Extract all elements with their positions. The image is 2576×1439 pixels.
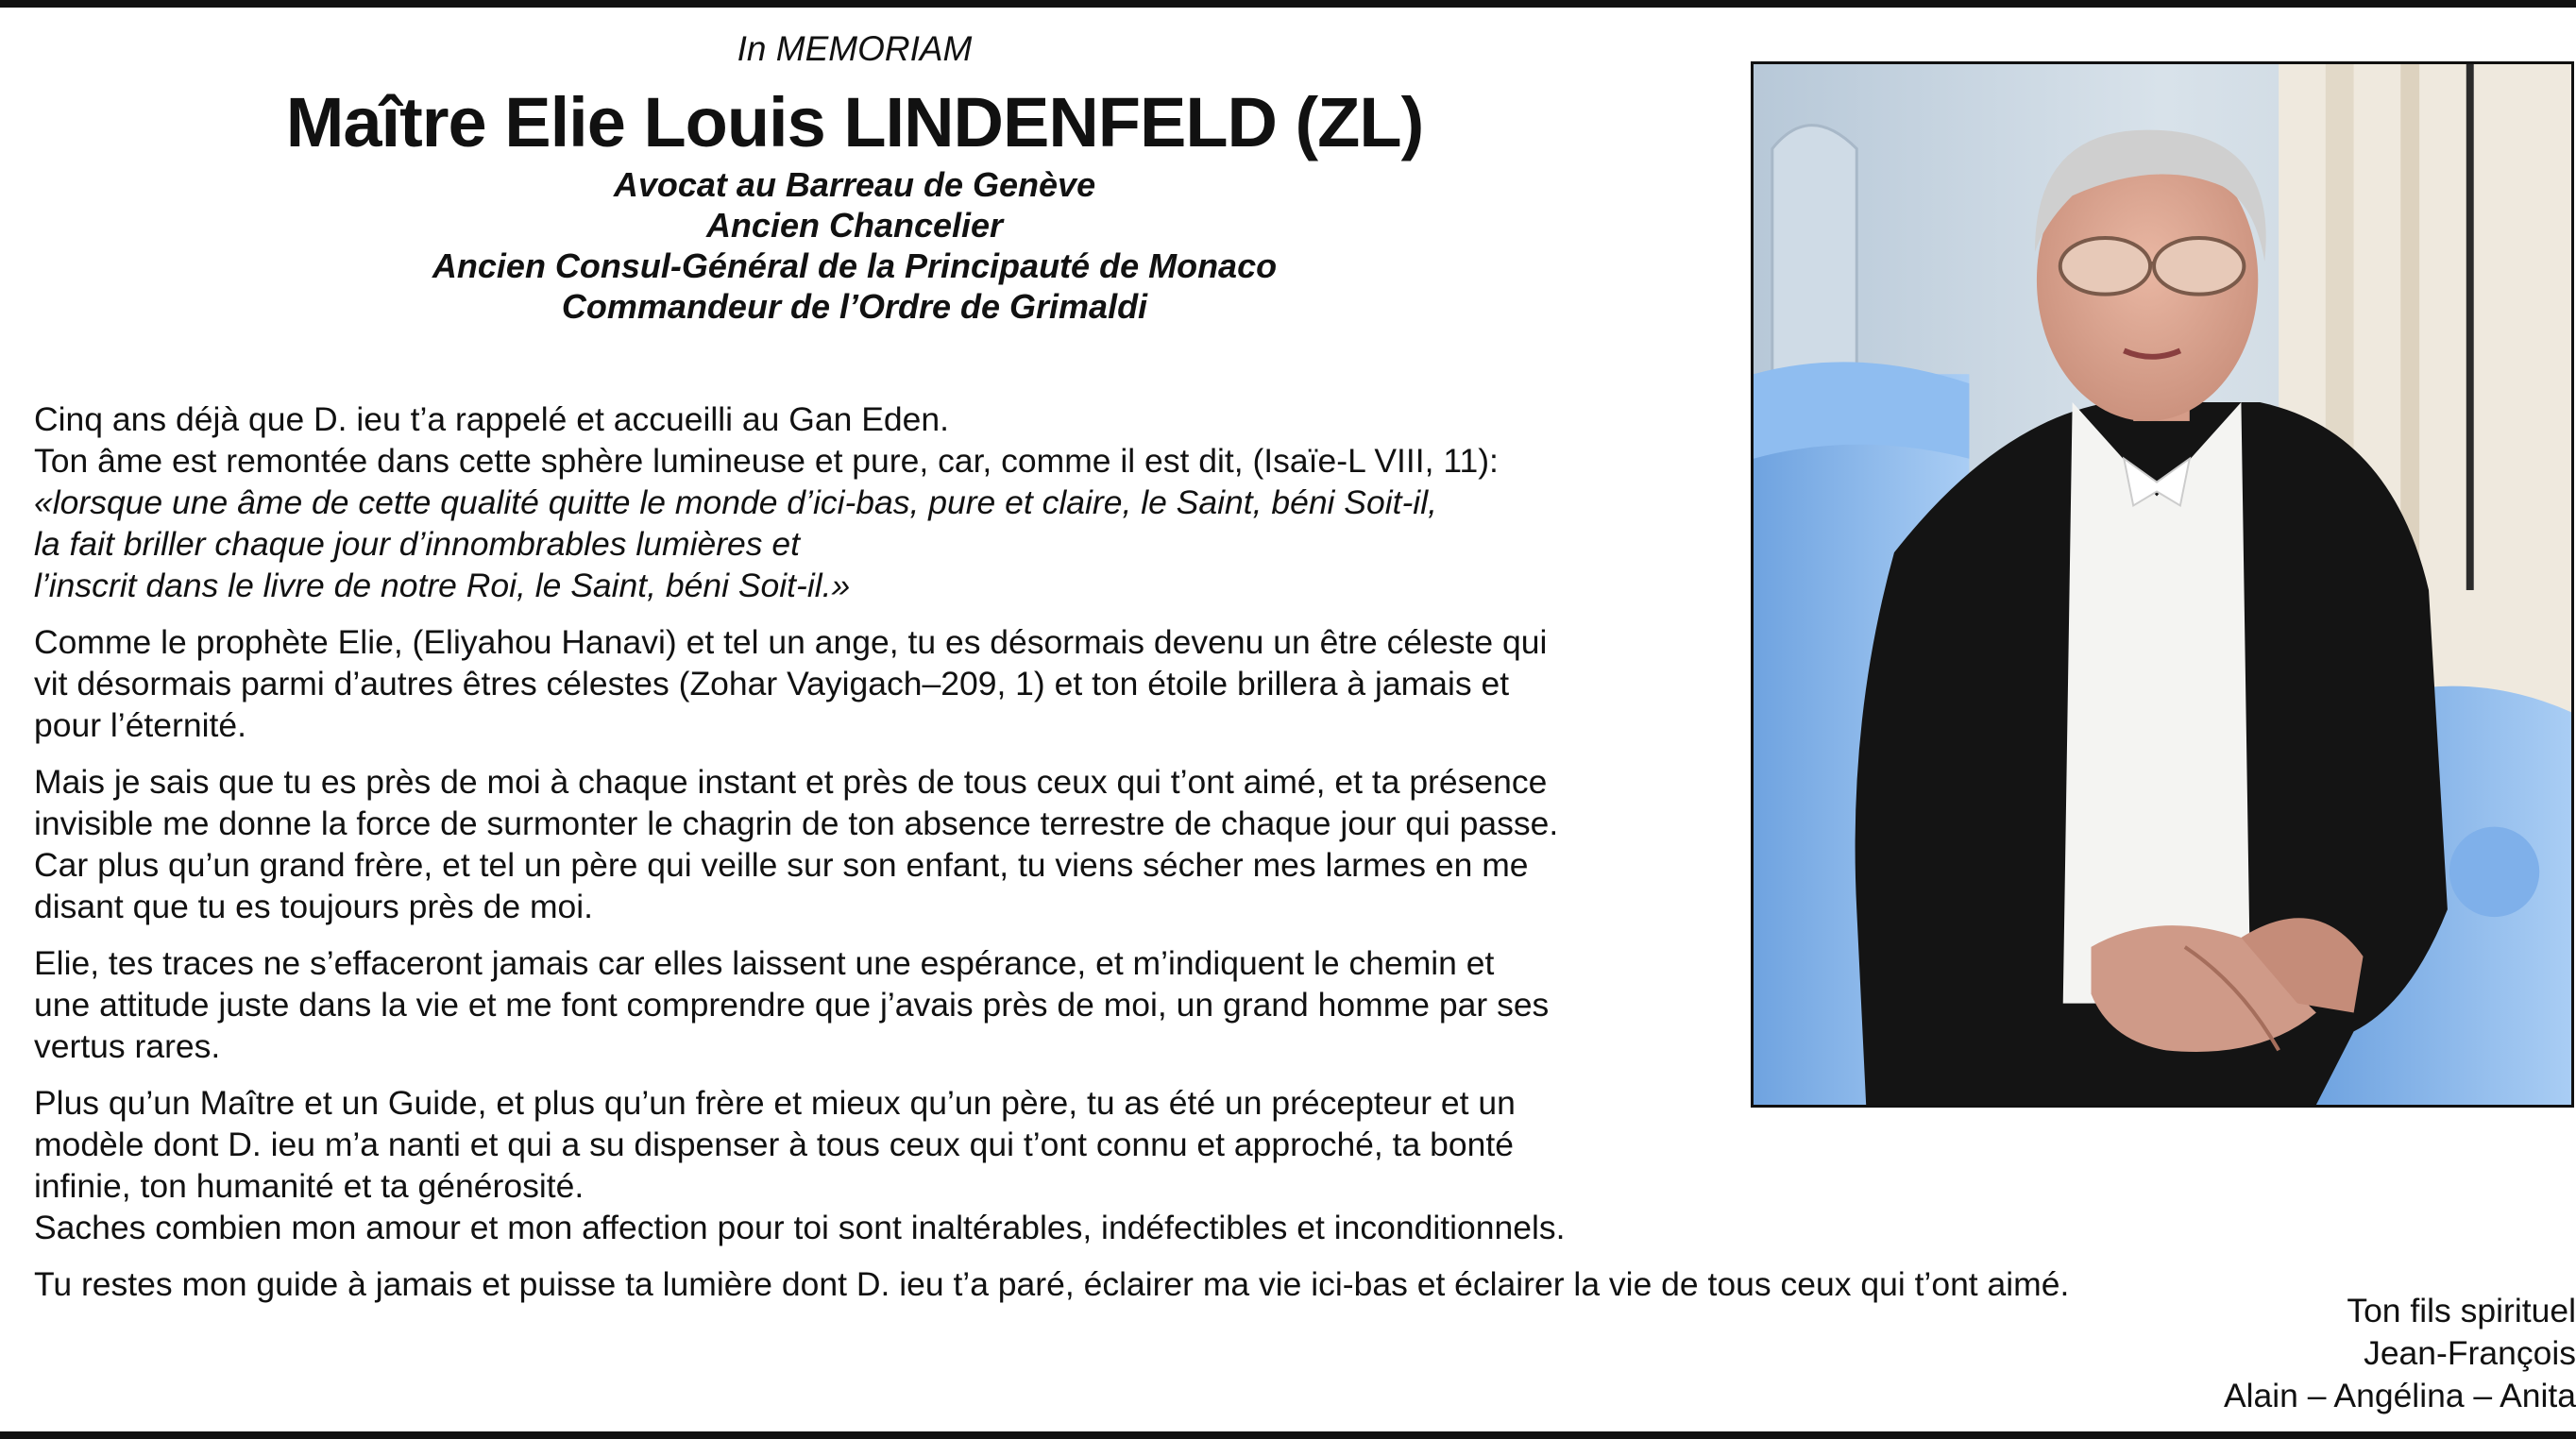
text-line: Saches combien mon amour et mon affection pour toi sont inaltérables, indéfectibles et inconditionnels. [34,1209,1566,1246]
text-line: Car plus qu’un grand frère, et tel un père qui veille sur son enfant, tu viens sécher mes larmes en me [34,846,1529,884]
title-line: Ancien Chancelier [705,206,1004,245]
top-rule [0,0,2576,8]
signature-block [2224,1290,2576,1417]
title-line: Ancien Consul-Général de la Principauté de Monaco [432,246,1278,285]
deceased-name: Maître Elie Louis LINDENFELD (ZL) [285,83,1424,161]
text-line: Cinq ans déjà que D. ieu t’a rappelé et accueilli au Gan Eden. [34,400,949,438]
signature-line: Jean-François [2364,1334,2576,1372]
portrait-illustration [1754,64,2571,1105]
text-line: vit désormais parmi d’autres êtres célestes (Zohar Vayigach–209, 1) et ton étoile brillera à jamais et [34,665,1510,703]
in-memoriam-kicker: In MEMORIAM [737,29,973,68]
title-line: Commandeur de l’Ordre de Grimaldi [561,287,1148,326]
text-line: Comme le prophète Elie, (Eliyahou Hanavi) et tel un ange, tu es désormais devenu un être céleste qui [34,623,1548,661]
notice-header [0,26,1709,327]
text-line: Mais je sais que tu es près de moi à chaque instant et près de tous ceux qui t’ont aimé, et ta présence [34,763,1548,801]
text-line: modèle dont D. ieu m’a nanti et qui a su dispenser à tous ceux qui t’ont connu et approché, ta bonté [34,1126,1514,1163]
text-line: infinie, ton humanité et ta générosité. [34,1167,585,1205]
signature-line: Alain – Angélina – Anita [2223,1377,2576,1414]
signature-line: Ton fils spirituel [2347,1292,2576,1329]
text-line: vertus rares. [34,1027,221,1065]
text-line: Tu restes mon guide à jamais et puisse ta lumière dont D. ieu t’a paré, éclairer ma vie ici-bas et éclairer la vie de tous ceux qui t’ont aimé. [34,1265,2070,1303]
honorific-titles [0,164,1709,327]
text-line: invisible me donne la force de surmonter le chagrin de ton absence terrestre de chaque jour qui passe. [34,804,1559,842]
portrait-photo [1751,61,2574,1108]
quote-line: «lorsque une âme de cette qualité quitte le monde d’ici-bas, pure et claire, le Saint, béni Soit-il, [34,483,1437,521]
text-line: Plus qu’un Maître et un Guide, et plus qu’un frère et mieux qu’un père, tu as été un précepteur et un [34,1084,1516,1122]
title-line: Avocat au Barreau de Genève [613,165,1096,204]
text-line: Ton âme est remontée dans cette sphère lumineuse et pure, car, comme il est dit, (Isaïe-L VIII, 11): [34,442,1499,480]
text-line: une attitude juste dans la vie et me font comprendre que j’avais près de moi, un grand homme par ses [34,986,1550,1024]
text-line: disant que tu es toujours près de moi. [34,888,594,925]
bottom-rule [0,1431,2576,1439]
text-line: pour l’éternité. [34,706,246,744]
quote-line: l’inscrit dans le livre de notre Roi, le Saint, béni Soit-il.» [34,567,851,604]
quote-line: la fait briller chaque jour d’innombrables lumières et [34,525,800,563]
text-line: Elie, tes traces ne s’effaceront jamais car elles laissent une espérance, et m’indiquent le chemin et [34,944,1495,982]
paragraph-6 [34,1263,2281,1305]
